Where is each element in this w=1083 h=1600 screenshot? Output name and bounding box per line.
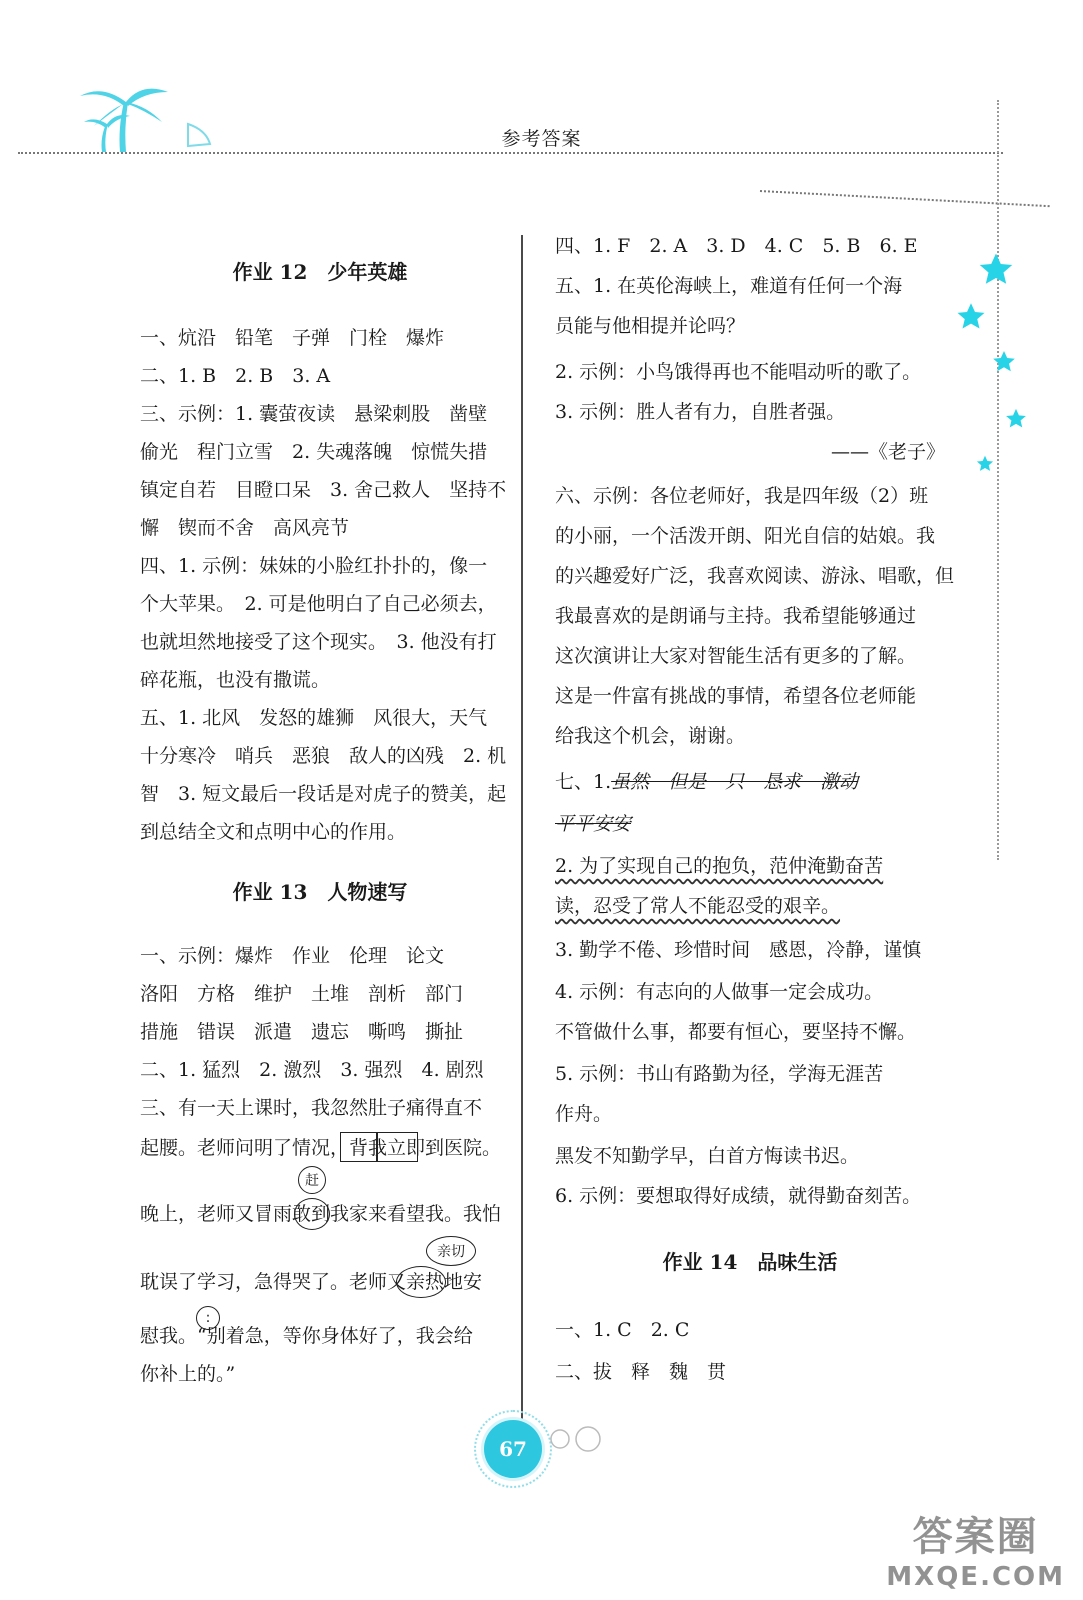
watermark — [886, 1505, 1065, 1592]
answer-line: 洛阳 方格 维护 土堆 剖析 部门 — [140, 983, 464, 1005]
star-icon — [956, 302, 986, 332]
answer-line: 3. 勤学不倦、珍惜时间 感恩，冷静，谨慎 — [555, 939, 922, 961]
answer-line: 四、1. F 2. A 3. D 4. C 5. B 6. E — [555, 235, 918, 257]
answer-line: 我最喜欢的是朗诵与主持。我希望能够通过 — [555, 605, 917, 627]
edit-box-mark — [376, 1132, 378, 1162]
q7-line-1 — [555, 768, 858, 796]
answer-line: 这次演讲让大家对智能生活有更多的了解。 — [555, 645, 917, 667]
strike-circle — [294, 1198, 330, 1230]
answer-line: 给我这个机会，谢谢。 — [555, 725, 746, 747]
star-icon — [978, 252, 1014, 288]
section-14-title: 作业 14 品味生活 — [662, 1250, 838, 1274]
edit-box-mark — [340, 1132, 418, 1162]
correction-circle-qinqie: 亲切 — [426, 1236, 476, 1266]
answer-line: 措施 错误 派遣 遗忘 嘶鸣 撕扯 — [140, 1021, 464, 1043]
answer-line: 二、1. B 2. B 3. A — [140, 365, 331, 387]
answer-line: 的小丽，一个活泼开朗、阳光自信的姑娘。我 — [555, 525, 936, 547]
answer-line: 3. 示例：胜人者有力，自胜者强。 — [555, 401, 846, 423]
column-divider — [521, 235, 523, 1420]
answer-line: 懈 锲而不舍 高风亮节 — [140, 517, 350, 539]
answer-line: 五、1. 在英伦海峡上，难道有任何一个海 — [555, 275, 903, 297]
answer-line: 耽误了学习，急得哭了。老师又亲热地安 — [140, 1271, 483, 1293]
answer-line: 黑发不知勤学早，白首方悔读书迟。 — [555, 1145, 860, 1167]
header-dotted-line — [18, 152, 1003, 154]
answer-line: 三、示例：1. 囊萤夜读 悬梁刺股 凿壁 — [140, 403, 488, 425]
answer-line: 智 3. 短文最后一段话是对虎子的赞美，起 — [140, 783, 507, 805]
answer-line: 作舟。 — [555, 1103, 613, 1125]
answer-line: 2. 为了实现自己的抱负，范仲淹勤奋苦 — [555, 855, 884, 877]
correction-circle-colon: : — [196, 1306, 220, 1330]
q7-prefix: 七、1. — [555, 771, 612, 793]
answer-line: 慰我。“别着急，等你身体好了，我会给 — [140, 1325, 473, 1347]
answer-line: 一、1. C 2. C — [555, 1319, 690, 1341]
page-number: 67 — [484, 1420, 542, 1478]
answer-line: 六、示例：各位老师好，我是四年级（2）班 — [555, 485, 929, 507]
star-icon — [992, 350, 1016, 374]
q7-handwritten-answer: 虽然 但是 只 恳求 激动 — [611, 771, 859, 793]
page-header-title: 参考答案 — [501, 128, 582, 150]
right-dotted-line — [997, 100, 999, 860]
star-icon — [976, 455, 994, 473]
watermark-bottom: MXQE.COM — [886, 1562, 1065, 1592]
strike-circle — [396, 1266, 446, 1298]
answer-line: 到总结全文和点明中心的作用。 — [140, 821, 407, 843]
header-dotted-line-right — [760, 190, 1050, 207]
section-13-title: 作业 13 人物速写 — [232, 880, 408, 904]
answer-line: 五、1. 北风 发怒的雄狮 风很大，天气 — [140, 707, 488, 729]
answer-line: 6. 示例：要想取得好成绩，就得勤奋刻苦。 — [555, 1185, 922, 1207]
answer-line: 十分寒冷 哨兵 恶狼 敌人的凶残 2. 机 — [140, 745, 507, 767]
answer-line: 二、拔 释 魏 贯 — [555, 1361, 727, 1383]
answer-line: 读，忍受了常人不能忍受的艰辛。 — [555, 895, 841, 917]
bubble-decoration — [548, 1424, 608, 1454]
answer-line: 碎花瓶，也没有撒谎。 — [140, 669, 331, 691]
answer-line: 四、1. 示例：妹妹的小脸红扑扑的，像一 — [140, 555, 488, 577]
answer-line: 这是一件富有挑战的事情，希望各位老师能 — [555, 685, 917, 707]
answer-line: 二、1. 猛烈 2. 激烈 3. 强烈 4. 剧烈 — [140, 1059, 484, 1081]
answer-line: 三、有一天上课时，我忽然肚子痛得直不 — [140, 1097, 483, 1119]
section-12-title: 作业 12 少年英雄 — [232, 260, 408, 284]
answer-line: 也就坦然地接受了这个现实。 3. 他没有打 — [140, 631, 497, 653]
answer-line: 偷光 程门立雪 2. 失魂落魄 惊慌失措 — [140, 441, 488, 463]
answer-line: 4. 示例：有志向的人做事一定会成功。 — [555, 981, 884, 1003]
answer-line: 一、示例：爆炸 作业 伦理 论文 — [140, 945, 445, 967]
correction-circle-gan: 赶 — [298, 1166, 326, 1194]
answer-line: 起腰。老师问明了情况，背我立即到医院。 — [140, 1137, 502, 1159]
answer-line: 一、炕沿 铅笔 子弹 门栓 爆炸 — [140, 327, 445, 349]
answer-line: 晚上，老师又冒雨敢到我家来看望我。我怕 — [140, 1203, 502, 1225]
star-icon — [1005, 408, 1027, 430]
answer-line: 5. 示例：书山有路勤为径，学海无涯苦 — [555, 1063, 884, 1085]
answer-line: 个大苹果。 2. 可是他明白了自己必须去， — [140, 593, 497, 615]
answer-line: 不管做什么事，都要有恒心，要坚持不懈。 — [555, 1021, 917, 1043]
watermark-top: 答案圈 — [912, 1514, 1039, 1560]
answer-line: 镇定自若 目瞪口呆 3. 舍己救人 坚持不 — [140, 479, 507, 501]
answer-line: 员能与他相提并论吗？ — [555, 315, 746, 337]
answer-line: 的兴趣爱好广泛，我喜欢阅读、游泳、唱歌，但 — [555, 565, 955, 587]
q7-handwritten-answer-2: 平平安安 — [555, 813, 632, 835]
answer-line: 2. 示例：小鸟饿得再也不能唱动听的歌了。 — [555, 361, 922, 383]
quote-source: ——《老子》 — [830, 441, 945, 463]
answer-line: 你补上的。” — [140, 1363, 236, 1385]
